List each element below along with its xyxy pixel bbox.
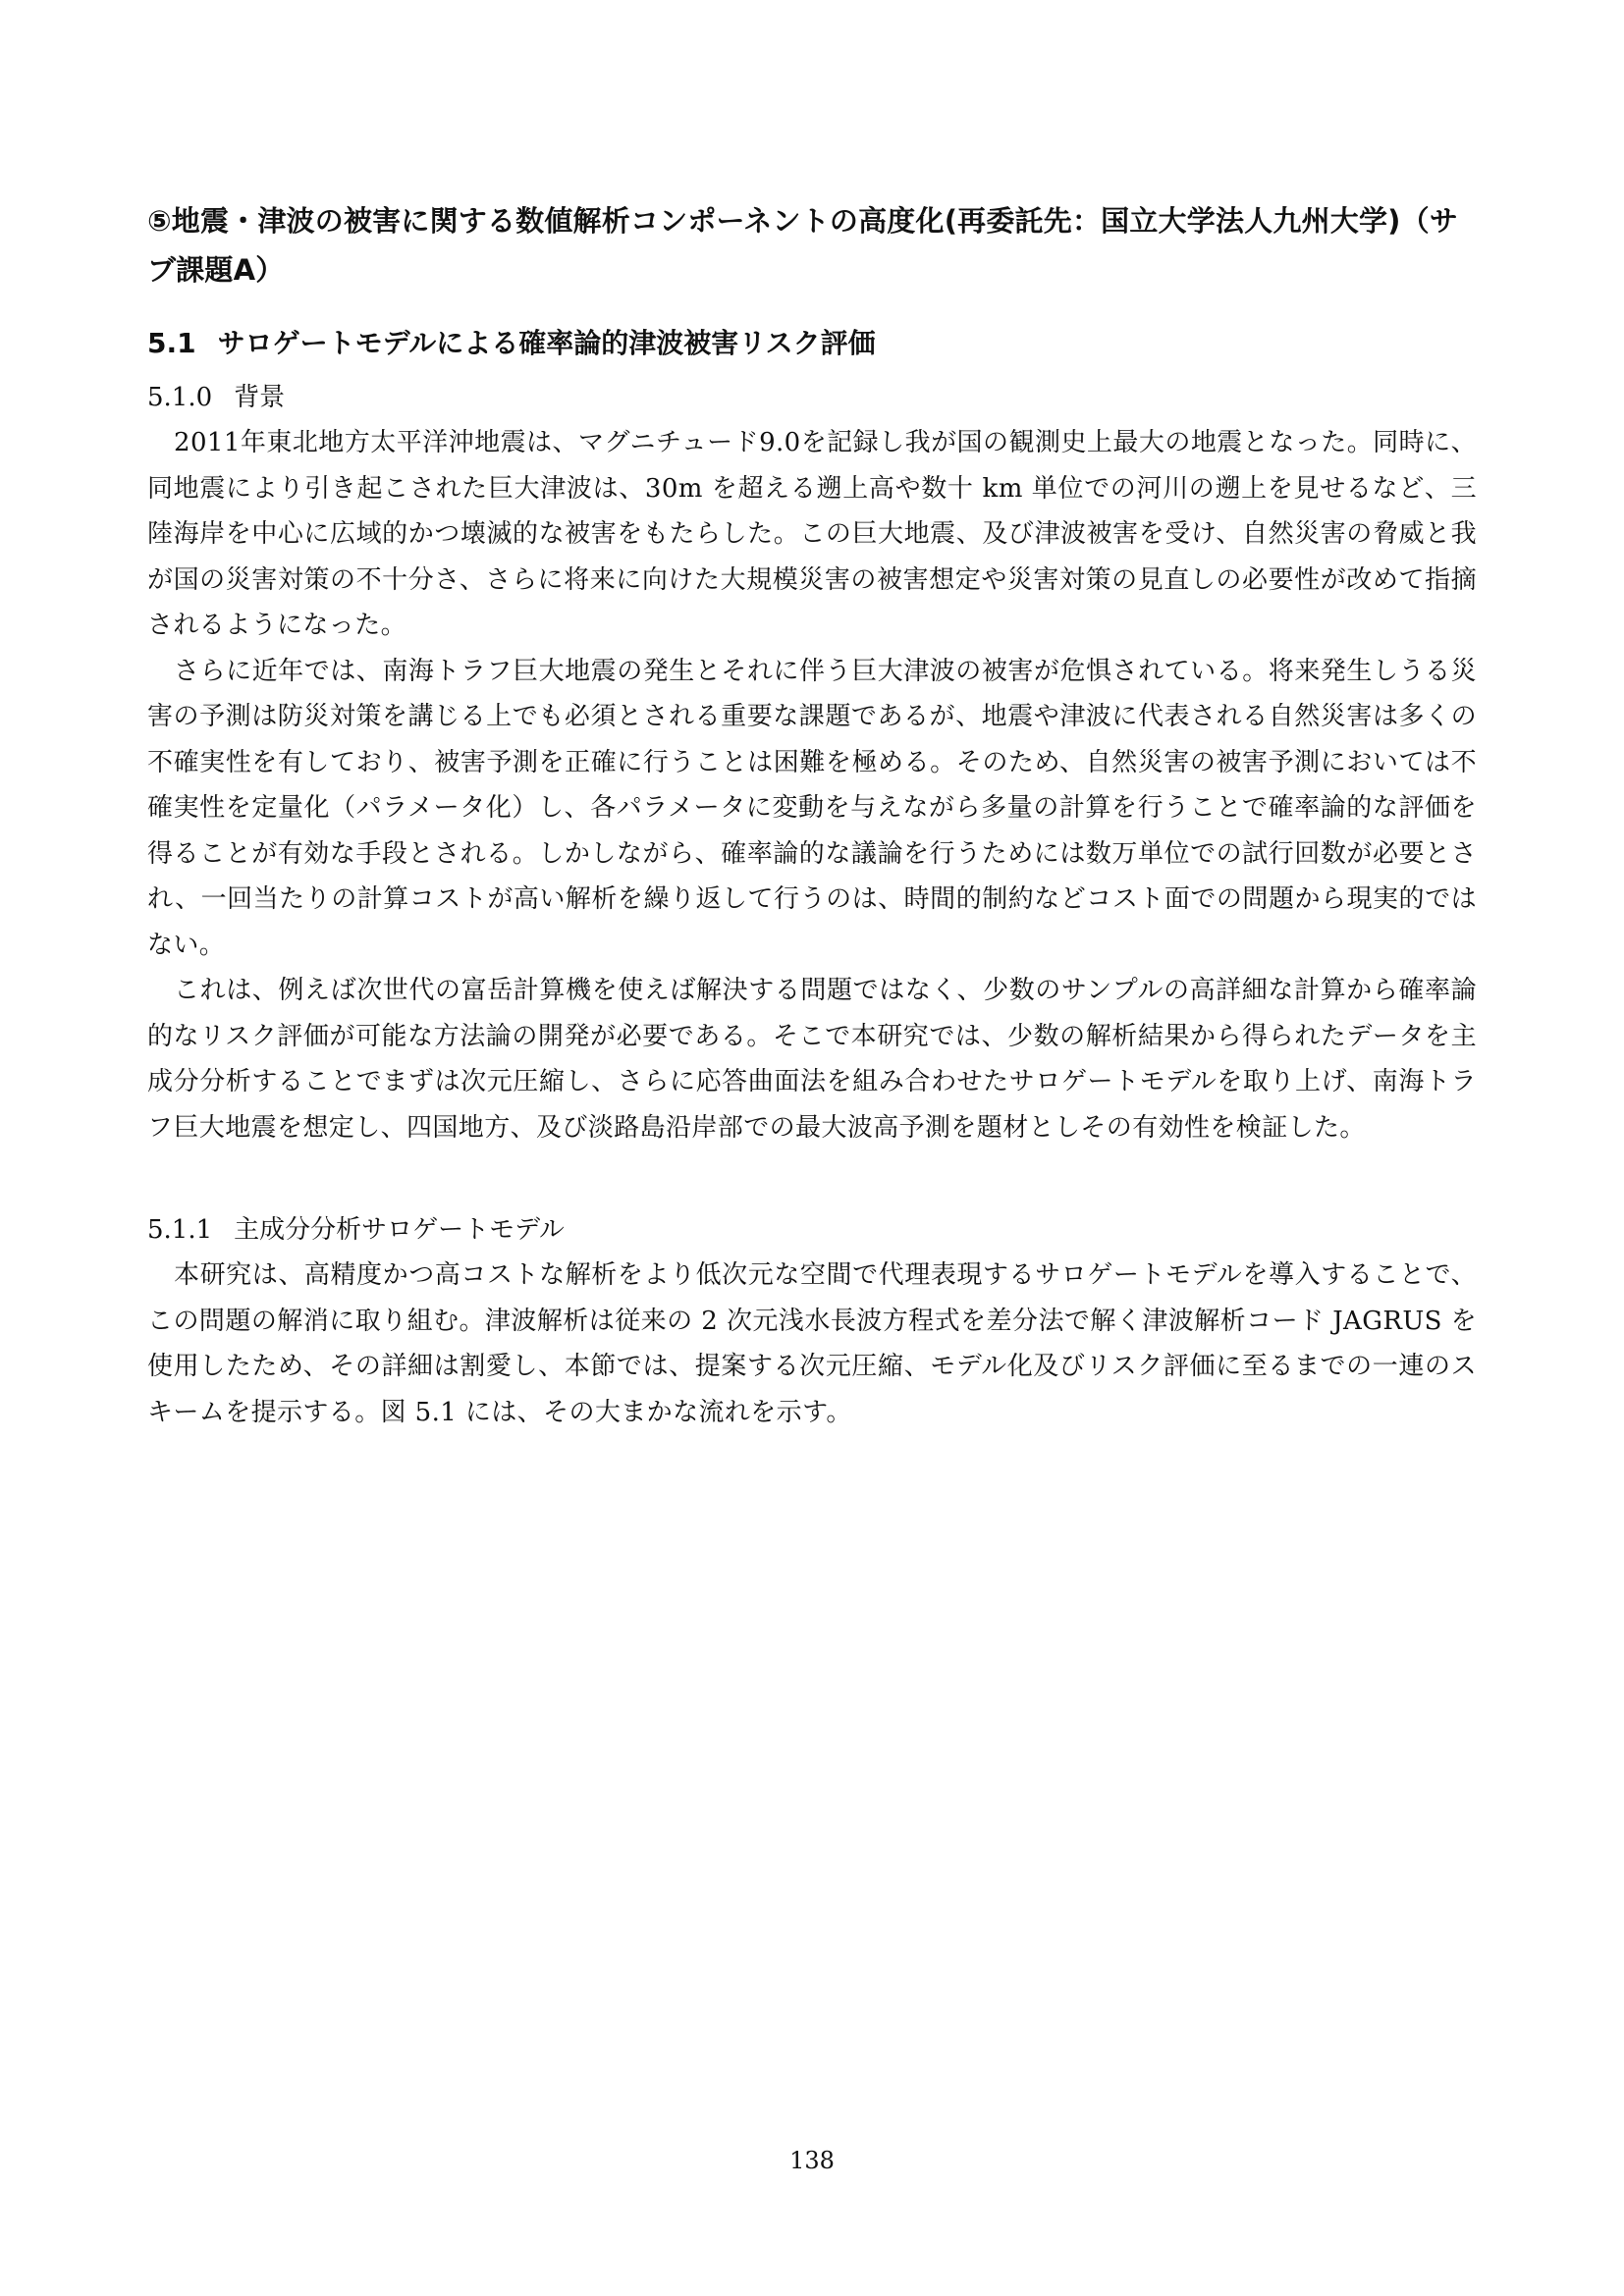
section-number: 5.1 xyxy=(147,327,196,359)
body-paragraph: これは、例えば次世代の富岳計算機を使えば解決する問題ではなく、少数のサンプルの高詳細な計算から確率論的なリスク評価が可能な方法論の開発が必要である。そこで本研究では、少数の解析結果から得られたデータを主成分分析することでまずは次元圧縮し、さらに応答曲面法を組み合わせたサロゲートモデルを取り上げ、南海トラフ巨大地震を想定し、四国地方、及び淡路島沿岸部での最大波高予測を題材としその有効性を検証した。 xyxy=(147,976,1477,1143)
subsection-title: 主成分分析サロゲートモデル xyxy=(234,1215,565,1245)
page-number: 138 xyxy=(789,2147,835,2174)
body-paragraph: 2011年東北地方太平洋沖地震は、マグニチュード9.0を記録し我が国の観測史上最大の地震となった。同時に、同地震により引き起こされた巨大津波は、30m を超える遡上高や数十 km 単位での河川の遡上を見せるなど、三陸海岸を中心に広域的かつ壊滅的な被害をもたらした。この巨大地震、及び津波被害を受け、自然災害の脅威と我が国の災害対策の不十分さ、さらに将来に向けた大規模災害の被害想定や災害対策の見直しの必要性が改めて指摘されるようになった。 xyxy=(147,428,1477,640)
subsection-title: 背景 xyxy=(234,383,286,412)
section-heading xyxy=(147,322,1477,365)
section-title: サロゲートモデルによる確率論的津波被害リスク評価 xyxy=(217,327,876,359)
subsection-heading-pca-surrogate xyxy=(147,1207,1477,1253)
subsection-number: 5.1.0 xyxy=(147,383,213,412)
body-paragraph: さらに近年では、南海トラフ巨大地震の発生とそれに伴う巨大津波の被害が危惧されている。将来発生しうる災害の予測は防災対策を講じる上でも必須とされる重要な課題であるが、地震や津波に代表される自然災害は多くの不確実性を有しており、被害予測を正確に行うことは困難を極める。そのため、自然災害の被害予測においては不確実性を定量化（パラメータ化）し、各パラメータに変動を与えながら多量の計算を行うことで確率論的な評価を得ることが有効な手段とされる。しかしながら、確率論的な議論を行うためには数万単位での試行回数が必要とされ、一回当たりの計算コストが高い解析を繰り返して行うのは、時間的制約などコスト面での問題から現実的ではない。 xyxy=(147,656,1477,960)
page-content xyxy=(147,196,1477,1435)
subsection-number: 5.1.1 xyxy=(147,1215,213,1245)
body-paragraph: 本研究は、高精度かつ高コストな解析をより低次元な空間で代理表現するサロゲートモデルを導入することで、この問題の解消に取り組む。津波解析は従来の 2 次元浅水長波方程式を差分法で解く津波解析コード JAGRUS を使用したため、その詳細は割愛し、本節では、提案する次元圧縮、モデル化及びリスク評価に至るまでの一連のスキームを提示する。図 5.1 には、その大まかな流れを示す。 xyxy=(147,1260,1477,1427)
chapter-title: ⑤地震・津波の被害に関する数値解析コンポーネントの高度化(再委託先：国立大学法人九州大学)（サブ課題A） xyxy=(147,204,1459,287)
subsection-heading-background xyxy=(147,375,1477,420)
